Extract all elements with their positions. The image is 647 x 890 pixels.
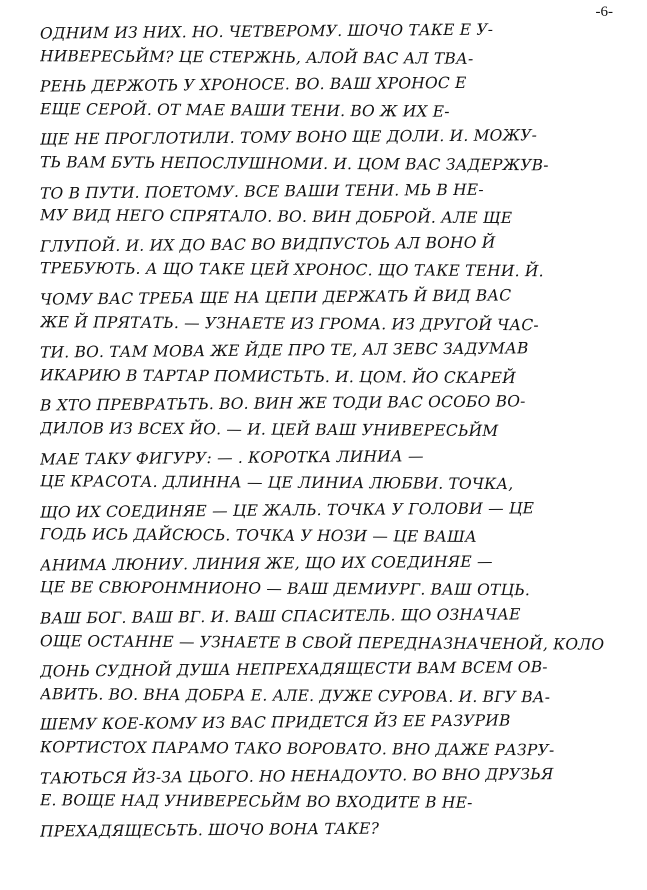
manuscript-line: МУ ВИД НЕГО СПРЯТАЛО. ВО. ВИН ДОБРОЙ. АЛЕ ЩЕ (40, 206, 513, 228)
manuscript-line: ВАШ БОГ. ВАШ ВГ. И. ВАШ СПАСИТЕЛЬ. ЩО ОЗНАЧАЕ (40, 605, 521, 628)
manuscript-line: ЩЕ НЕ ПРОГЛОТИЛИ. ТОМУ ВОНО ЩЕ ДОЛИ. И. МОЖУ- (40, 126, 538, 149)
manuscript-line: ЕЩЕ СЕРОЙ. ОТ МАЕ ВАШИ ТЕНИ. ВО Ж ИХ Е- (40, 99, 450, 121)
manuscript-line: ЖЕ Й ПРЯТАТЬ. — УЗНАЕТЕ ИЗ ГРОМА. ИЗ ДРУГОЙ ЧАС- (40, 312, 539, 334)
manuscript-line: ОЩЕ ОСТАННЕ — УЗНАЕТЕ В СВОЙ ПЕРЕДНАЗНАЧЕНОЙ, КОЛО (40, 631, 605, 654)
manuscript-line: НИВЕРЕСЬЙМ? ЦЕ СТЕРЖНЬ, АЛОЙ ВАС АЛ ТВА- (40, 46, 474, 68)
manuscript-line: ИКАРИЮ В ТАРТАР ПОМИСТЬТЬ. И. ЦОМ. ЙО СКАРЕЙ (40, 365, 516, 387)
manuscript-text (40, 18, 629, 842)
manuscript-line: АНИМА ЛЮНИУ. ЛИНИЯ ЖЕ, ЩО ИХ СОЕДИНЯЕ — (40, 552, 493, 575)
manuscript-line: ЦЕ ВЕ СВЮРОНМНИОНО — ВАШ ДЕМИУРГ. ВАШ ОТЦЬ. (40, 578, 531, 600)
manuscript-line: КОРТИСТОХ ПАРАМО ТАКО ВОРОВАТО. ВНО ДАЖЕ РАЗРУ- (40, 738, 555, 760)
manuscript-line: РЕНЬ ДЕРЖОТЬ У ХРОНОСЕ. ВО. ВАШ ХРОНОС Е (40, 74, 467, 96)
manuscript-line: ШЕМУ КОЕ-КОМУ ИЗ ВАС ПРИДЕТСЯ ЙЗ ЕЕ РАЗУРИВ (40, 711, 511, 735)
manuscript-line: ПРЕХАДЯЩЕСЬТЬ. ШОЧО ВОНА ТАКЕ? (40, 819, 380, 841)
manuscript-line: АВИТЬ. ВО. ВНА ДОБРА Е. АЛЕ. ДУЖЕ СУРОВА. И. ВГУ ВА- (40, 685, 551, 707)
manuscript-line: ЧОМУ ВАС ТРЕБА ЩЕ НА ЦЕПИ ДЕРЖАТЬ Й ВИД ВАС (40, 286, 512, 309)
manuscript-line: ДИЛОВ ИЗ ВСЕХ ЙО. — И. ЦЕЙ ВАШ УНИВЕРЕСЬЙМ (40, 419, 499, 440)
manuscript-line: ТЬ ВАМ БУТЬ НЕПОСЛУШНОМИ. И. ЦОМ ВАС ЗАДЕРЖУВ- (40, 153, 549, 175)
manuscript-line: ТО В ПУТИ. ПОЕТОМУ. ВСЕ ВАШИ ТЕНИ. МЬ В НЕ- (40, 180, 484, 203)
manuscript-line: ГОДЬ ИСЬ ДАЙСЮСЬ. ТОЧКА У НОЗИ — ЦЕ ВАША (40, 525, 477, 547)
manuscript-line: Е. ВОЩЕ НАД УНИВЕРЕСЬЙМ ВО ВХОДИТЕ В НЕ- (40, 791, 473, 813)
manuscript-line: ЦЕ КРАСОТА. ДЛИННА — ЦЕ ЛИНИА ЛЮБВИ. ТОЧКА, (40, 472, 514, 494)
page-number: -6- (595, 4, 613, 20)
manuscript-line: ТРЕБУЮТЬ. А ЩО ТАКЕ ЦЕЙ ХРОНОС. ЩО ТАКЕ ТЕНИ. Й. (40, 259, 544, 281)
manuscript-line: ТАЮТЬСЯ ЙЗ-ЗА ЦЬОГО. НО НЕНАДОУТО. ВО ВНО ДРУЗЬЯ (40, 764, 554, 788)
manuscript-line: В ХТО ПРЕВРАТЬТЬ. ВО. ВИН ЖЕ ТОДИ ВАС ОСОБО ВО- (40, 392, 526, 415)
manuscript-line: МАЕ ТАКУ ФИГУРУ: — . КОРОТКА ЛИНИА — (40, 446, 424, 469)
manuscript-line: ГЛУПОЙ. И. ИХ ДО ВАС ВО ВИДПУСТОЬ АЛ ВОНО Й (40, 233, 496, 256)
manuscript-line: ДОНЬ СУДНОЙ ДУША НЕПРЕХАДЯЩЕСТИ ВАМ ВСЕМ ОВ- (40, 658, 548, 681)
manuscript-line: ТИ. ВО. ТАМ МОВА ЖЕ ЙДЕ ПРО ТЕ, АЛ ЗЕВС ЗАДУМАВ (40, 339, 529, 362)
manuscript-line: ОДНИМ ИЗ НИХ. НО. ЧЕТВЕРОМУ. ШОЧО ТАКЕ Е У- (40, 20, 494, 43)
manuscript-line: ЩО ИХ СОЕДИНЯЕ — ЦЕ ЖАЛЬ. ТОЧКА У ГОЛОВИ — ЦЕ (40, 498, 535, 522)
